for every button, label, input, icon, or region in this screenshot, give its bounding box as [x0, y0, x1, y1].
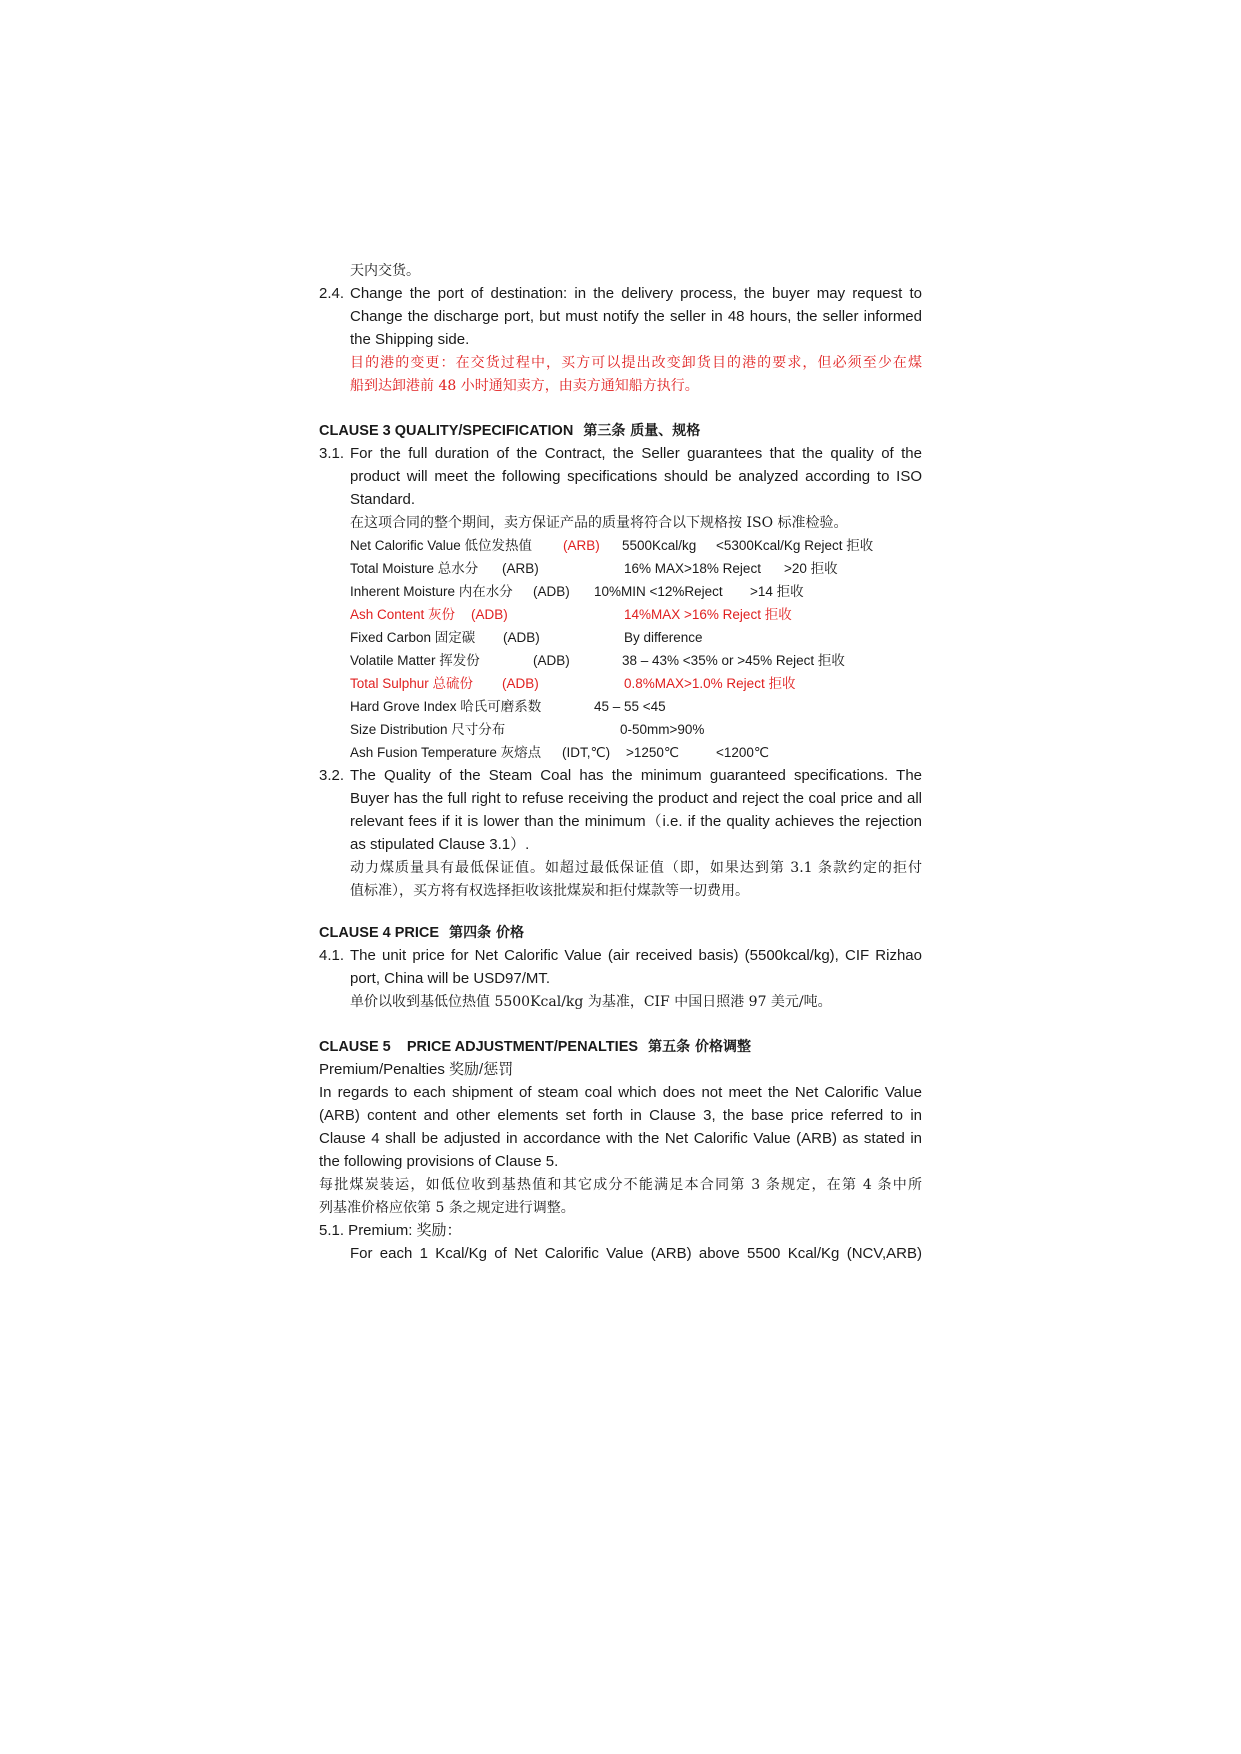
spec-limit: >14 拒收	[750, 584, 804, 599]
clause-3-2-chinese-line-1: 动力煤质量具有最低保证值。如超过最低保证值（即，如果达到第 3.1 条款约定的拒付	[350, 860, 922, 876]
spec-value: By difference	[624, 630, 703, 645]
clause-5-paragraph-line-3: Clause 4 shall be adjusted in accordance with the Net Calorific Value (ARB) as stated in	[319, 1130, 922, 1147]
clause-3-heading-chinese: 第三条 质量、规格	[583, 423, 701, 439]
clause-2-4-line-3: the Shipping side.	[350, 331, 470, 348]
spec-value: 10%MIN <12%Reject	[594, 584, 723, 599]
spec-limit: >20 拒收	[784, 561, 838, 576]
clause-5-heading	[319, 1036, 751, 1058]
spec-basis: (ARB)	[563, 538, 600, 553]
spec-basis: (ADB)	[533, 584, 570, 599]
clause-4-1-line-1: The unit price for Net Calorific Value (air received basis) (5500kcal/kg), CIF Rizhao	[350, 947, 922, 964]
section-number-4-1: 4.1.	[319, 947, 345, 964]
clause-4-heading-english: CLAUSE 4 PRICE	[319, 925, 440, 941]
clause-5-heading-english: CLAUSE 5 PRICE ADJUSTMENT/PENALTIES	[319, 1039, 639, 1055]
clause-3-heading	[319, 420, 700, 442]
spec-value: 14%MAX >16% Reject 拒收	[624, 607, 792, 622]
spec-value: 0-50mm>90%	[620, 722, 705, 737]
clause-4-heading	[319, 922, 524, 944]
spec-name: Net Calorific Value 低位发热值	[350, 538, 533, 553]
spec-name: Volatile Matter 挥发份	[350, 653, 480, 668]
clause-3-2-line-3: relevant fees if it is lower than the minimum（i.e. if the quality achieves the rejection	[350, 813, 922, 830]
spec-name: Ash Content 灰份	[350, 607, 456, 622]
spec-name: Fixed Carbon 固定碳	[350, 630, 476, 645]
clause-3-1-line-1: For the full duration of the Contract, the Seller guarantees that the quality of the	[350, 445, 922, 462]
clause-5-1-label: 5.1. Premium: 奖励：	[319, 1222, 462, 1239]
spec-name: Ash Fusion Temperature 灰熔点	[350, 745, 542, 760]
spec-name: Total Sulphur 总硫份	[350, 676, 474, 691]
spec-value: 38 – 43% <35% or >45% Reject 拒收	[622, 653, 845, 668]
clause-3-heading-english: CLAUSE 3 QUALITY/SPECIFICATION	[319, 423, 574, 439]
spec-name: Size Distribution 尺寸分布	[350, 722, 506, 737]
clause-5-1-line: For each 1 Kcal/Kg of Net Calorific Value (ARB) above 5500 Kcal/Kg (NCV,ARB)	[350, 1245, 922, 1262]
spec-value: 5500Kcal/kg	[622, 538, 697, 553]
clause-5-subheading: Premium/Penalties 奖励/惩罚	[319, 1061, 514, 1078]
spec-value: 16% MAX>18% Reject	[624, 561, 761, 576]
clause-3-2-line-2: Buyer has the full right to refuse receiving the product and reject the coal price and all	[350, 790, 922, 807]
spec-basis: (ARB)	[502, 561, 539, 576]
clause-3-1-line-3: Standard.	[350, 491, 416, 508]
continued-text: 天内交货。	[350, 263, 420, 279]
clause-2-4-chinese-line-2: 船到达卸港前 48 小时通知卖方，由卖方通知船方执行。	[350, 378, 699, 394]
clause-5-paragraph-line-4: the following provisions of Clause 5.	[319, 1153, 559, 1170]
clause-5-paragraph-line-2: (ARB) content and other elements set forth in Clause 3, the base price referred to in	[319, 1107, 922, 1124]
spec-basis: (IDT,℃)	[562, 745, 611, 760]
spec-value: 0.8%MAX>1.0% Reject 拒收	[624, 676, 796, 691]
section-number-3-2: 3.2.	[319, 767, 345, 784]
spec-name: Total Moisture 总水分	[350, 561, 479, 576]
clause-2-4-line-2: Change the discharge port, but must notify the seller in 48 hours, the seller informed	[350, 308, 922, 325]
clause-4-1-chinese: 单价以收到基低位热值 5500Kcal/kg 为基准，CIF 中国日照港 97 美元/吨。	[350, 994, 832, 1010]
clause-5-chinese-line-1: 每批煤炭装运，如低位收到基热值和其它成分不能满足本合同第 3 条规定，在第 4 条中所	[319, 1177, 922, 1193]
clause-3-1-line-2: product will meet the following specifications should be analyzed according to ISO	[350, 468, 922, 485]
clause-3-1-chinese: 在这项合同的整个期间，卖方保证产品的质量将符合以下规格按 ISO 标准检验。	[350, 515, 848, 531]
clause-5-paragraph-line-1: In regards to each shipment of steam coal which does not meet the Net Calorific Value	[319, 1084, 922, 1101]
spec-value: >1250℃	[626, 745, 680, 760]
spec-limit: <5300Kcal/Kg Reject 拒收	[716, 538, 874, 553]
spec-basis: (ADB)	[471, 607, 508, 622]
clause-3-2-chinese-line-2: 值标准），买方将有权选择拒收该批煤炭和拒付煤款等一切费用。	[350, 883, 749, 899]
clause-2-4-line-1: Change the port of destination: in the delivery process, the buyer may request to	[350, 285, 922, 302]
section-number-2-4: 2.4.	[319, 285, 345, 302]
spec-basis: (ADB)	[502, 676, 539, 691]
clause-4-heading-chinese: 第四条 价格	[449, 925, 524, 941]
spec-name: Inherent Moisture 内在水分	[350, 584, 513, 599]
section-number-3-1: 3.1.	[319, 445, 345, 462]
clause-5-heading-chinese: 第五条 价格调整	[648, 1039, 751, 1055]
spec-name: Hard Grove Index 哈氏可磨系数	[350, 699, 542, 714]
clause-2-4-chinese-line-1: 目的港的变更：在交货过程中，买方可以提出改变卸货目的港的要求，但必须至少在煤	[350, 355, 922, 371]
clause-5-chinese-line-2: 列基准价格应依第 5 条之规定进行调整。	[319, 1200, 575, 1216]
clause-3-2-line-4: as stipulated Clause 3.1）.	[350, 836, 530, 853]
spec-basis: (ADB)	[533, 653, 570, 668]
spec-limit: <1200℃	[716, 745, 770, 760]
spec-value: 45 – 55 <45	[594, 699, 666, 714]
spec-basis: (ADB)	[503, 630, 540, 645]
clause-4-1-line-2: port, China will be USD97/MT.	[350, 970, 551, 987]
clause-3-2-line-1: The Quality of the Steam Coal has the minimum guaranteed specifications. The	[350, 767, 922, 784]
